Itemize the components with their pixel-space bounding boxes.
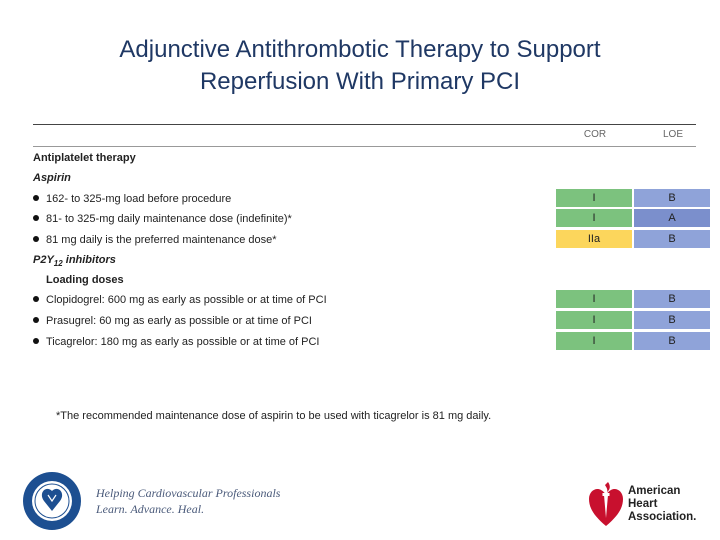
- aha-wordmark: [628, 485, 696, 524]
- loading-row-2-loe: B: [634, 311, 710, 329]
- aspirin-row-1: [33, 191, 231, 207]
- aha-wordmark-line-1: American: [628, 485, 681, 497]
- p2y12-heading-subscript: 12: [53, 259, 63, 269]
- aspirin-row-3: [33, 232, 277, 248]
- bullet-icon: [33, 338, 39, 344]
- acc-tagline-line-1: Helping Cardiovascular Professionals: [96, 486, 281, 500]
- footnote: *The recommended maintenance dose of aspirin to be used with ticagrelor is 81 mg daily.: [56, 410, 492, 422]
- loading-row-3-text: Ticagrelor: 180 mg as early as possible or at time of PCI: [46, 336, 320, 348]
- slide-title: [0, 34, 720, 98]
- bullet-icon: [33, 236, 39, 242]
- loading-row-1: [33, 292, 327, 308]
- acc-tagline: [96, 485, 280, 517]
- loading-row-2-text: Prasugrel: 60 mg as early as possible or at time of PCI: [46, 315, 312, 327]
- aspirin-row-1-cor: I: [556, 189, 632, 207]
- slide-title-line-2: Reperfusion With Primary PCI: [199, 68, 521, 95]
- acc-tagline-line-2: Learn. Advance. Heal.: [96, 502, 205, 516]
- aspirin-row-1-text: 162- to 325-mg load before procedure: [46, 193, 232, 205]
- loe-column-header: LOE: [662, 129, 683, 140]
- bullet-icon: [33, 317, 39, 323]
- aspirin-row-3-text: 81 mg daily is the preferred maintenance dose*: [46, 234, 277, 246]
- loading-row-3: [33, 334, 320, 350]
- p2y12-heading-suffix: inhibitors: [62, 254, 116, 266]
- loading-row-3-loe: B: [634, 332, 710, 350]
- aspirin-row-3-loe: B: [634, 230, 710, 248]
- loading-doses-heading: Loading doses: [46, 274, 124, 286]
- slide-title-line-1: Adjunctive Antithrombotic Therapy to Support: [119, 36, 601, 63]
- aha-heart-torch-icon: [588, 478, 624, 528]
- loading-row-1-cor: I: [556, 290, 632, 308]
- loading-row-1-loe: B: [634, 290, 710, 308]
- aspirin-row-2-loe: A: [634, 209, 710, 227]
- section-heading: Antiplatelet therapy: [33, 152, 136, 164]
- aspirin-heading: Aspirin: [33, 172, 71, 184]
- bullet-icon: [33, 195, 39, 201]
- aspirin-row-3-cor: IIa: [556, 230, 632, 248]
- loading-row-2: [33, 313, 312, 329]
- loading-row-2-cor: I: [556, 311, 632, 329]
- loading-row-1-text: Clopidogrel: 600 mg as early as possible or at time of PCI: [46, 294, 327, 306]
- aspirin-row-2: [33, 211, 292, 227]
- aspirin-row-1-loe: B: [634, 189, 710, 207]
- aspirin-row-2-text: 81- to 325-mg daily maintenance dose (indefinite)*: [46, 213, 292, 225]
- table-header-rule: [33, 146, 696, 147]
- bullet-icon: [33, 215, 39, 221]
- aha-wordmark-line-3: Association.: [628, 511, 697, 523]
- cor-column-header: COR: [583, 129, 607, 140]
- aspirin-row-2-cor: I: [556, 209, 632, 227]
- aha-wordmark-line-2: Heart: [628, 498, 658, 510]
- p2y12-heading: [33, 252, 116, 272]
- table-top-rule: [33, 124, 696, 125]
- loading-row-3-cor: I: [556, 332, 632, 350]
- acc-seal-icon: [22, 471, 82, 531]
- p2y12-heading-prefix: P2Y: [33, 254, 54, 266]
- bullet-icon: [33, 296, 39, 302]
